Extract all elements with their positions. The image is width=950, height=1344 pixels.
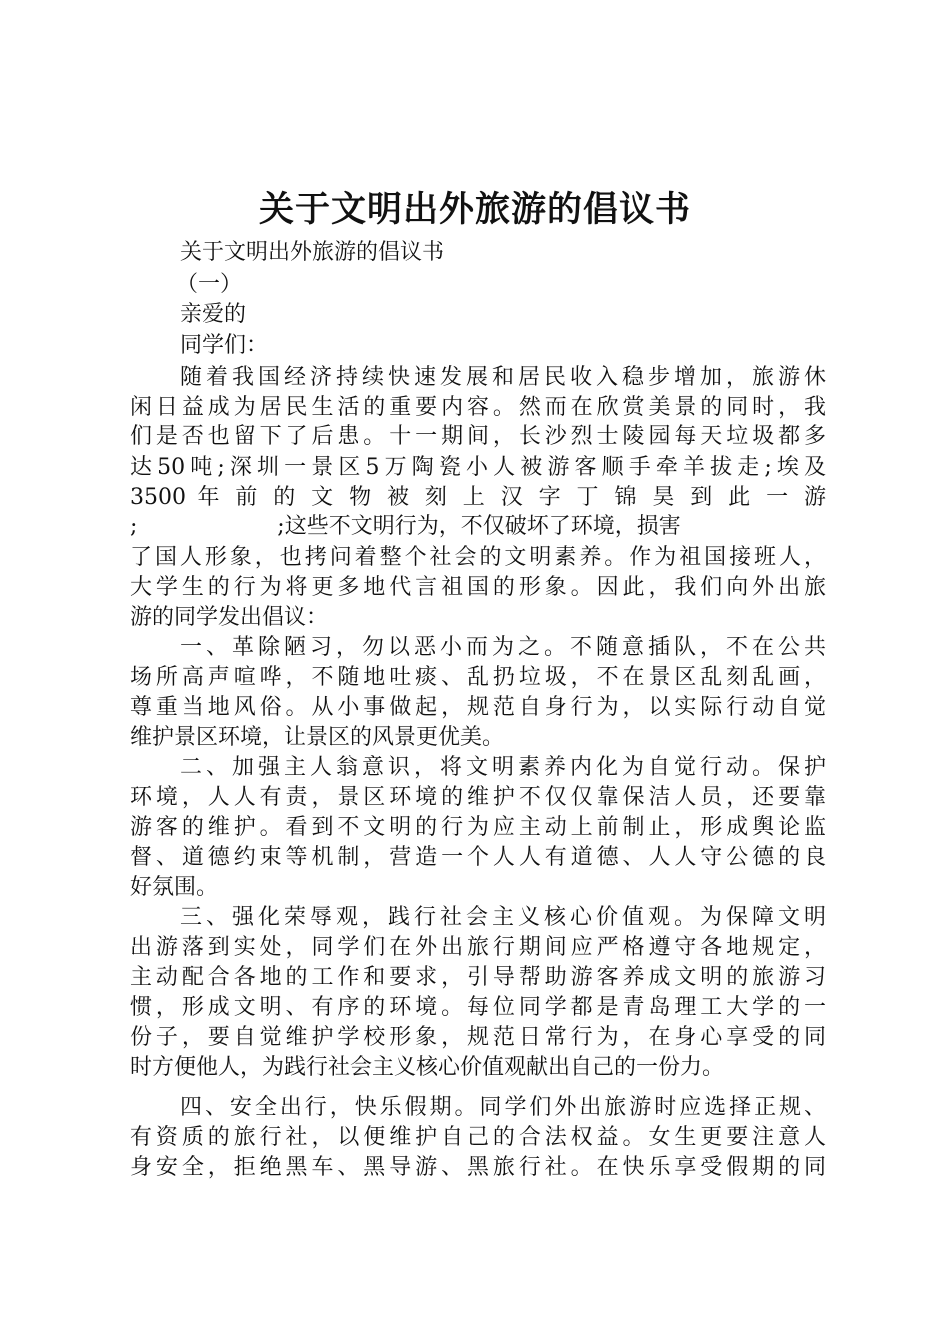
paragraph-line: 主动配合各地的工作和要求，引导帮助游客养成文明的旅游习 [130, 965, 826, 990]
subtitle-line: 关于文明出外旅游的倡议书 [180, 240, 445, 265]
paragraph-line: 时方便他人，为践行社会主义核心价值观献出自己的一份力。 [130, 1055, 725, 1080]
paragraph-line: 闲日益成为居民生活的重要内容。然而在欣赏美景的同时，我 [130, 395, 826, 420]
paragraph-line: 随着我国经济持续快速发展和居民收入稳步增加，旅游休 [180, 365, 826, 390]
section-number: （一） [176, 272, 243, 297]
paragraph-line: 场所高声喧哗，不随地吐痰、乱扔垃圾，不在景区乱刻乱画， [130, 665, 826, 690]
paragraph-line: 督、道德约束等机制，营造一个人人有道德、人人守公德的良 [130, 845, 826, 870]
salutation-line: 同学们： [180, 333, 269, 358]
paragraph-line: 们是否也留下了后患。十一期间，长沙烈士陵园每天垃圾都多 [130, 424, 826, 449]
document-title: 关于文明出外旅游的倡议书 [258, 189, 691, 230]
paragraph-line: 达50吨;深圳一景区5万陶瓷小人被游客顺手牵羊拔走;埃及 [130, 455, 826, 480]
paragraph-line: 了国人形象，也拷问着整个社会的文明素养。作为祖国接班人， [130, 545, 826, 570]
paragraph-line: 出游落到实处，同学们在外出旅行期间应严格遵守各地规定， [130, 935, 826, 960]
paragraph-line: 一、革除陋习，勿以恶小而为之。不随意插队，不在公共 [180, 635, 826, 660]
paragraph-line: 三、强化荣辱观，践行社会主义核心价值观。为保障文明 [180, 905, 826, 930]
salutation-line: 亲爱的 [180, 302, 247, 327]
paragraph-line: 尊重当地风俗。从小事做起，规范自身行为，以实际行动自觉 [130, 695, 826, 720]
paragraph-line: ; ;这些不文明行为，不仅破坏了环境，损害 [130, 514, 681, 539]
paragraph-line: 大学生的行为将更多地代言祖国的形象。因此，我们向外出旅 [130, 575, 826, 600]
paragraph-line: 四、安全出行，快乐假期。同学们外出旅游时应选择正规、 [180, 1095, 826, 1120]
paragraph-line: 惯，形成文明、有序的环境。每位同学都是青岛理工大学的一 [130, 995, 826, 1020]
paragraph-line: 有资质的旅行社，以便维护自己的合法权益。女生更要注意人 [130, 1125, 826, 1150]
paragraph-line: 二、加强主人翁意识，将文明素养内化为自觉行动。保护 [180, 755, 826, 780]
paragraph-line: 好氛围。 [130, 875, 219, 900]
paragraph-line: 环境，人人有责，景区环境的维护不仅仅靠保洁人员，还要靠 [130, 785, 826, 810]
paragraph-line: 游的同学发出倡议： [130, 605, 329, 630]
paragraph-line: 身安全，拒绝黑车、黑导游、黑旅行社。在快乐享受假期的同 [130, 1155, 826, 1180]
paragraph-line: 游客的维护。看到不文明的行为应主动上前制止，形成舆论监 [130, 815, 826, 840]
paragraph-line: 份子，要自觉维护学校形象，规范日常行为，在身心享受的同 [130, 1025, 826, 1050]
paragraph-line: 维护景区环境，让景区的风景更优美。 [130, 725, 505, 750]
paragraph-line: 3500 年 前 的 文 物 被 刻 上 汉 字 丁 锦 昊 到 此 一 游 [130, 485, 826, 510]
